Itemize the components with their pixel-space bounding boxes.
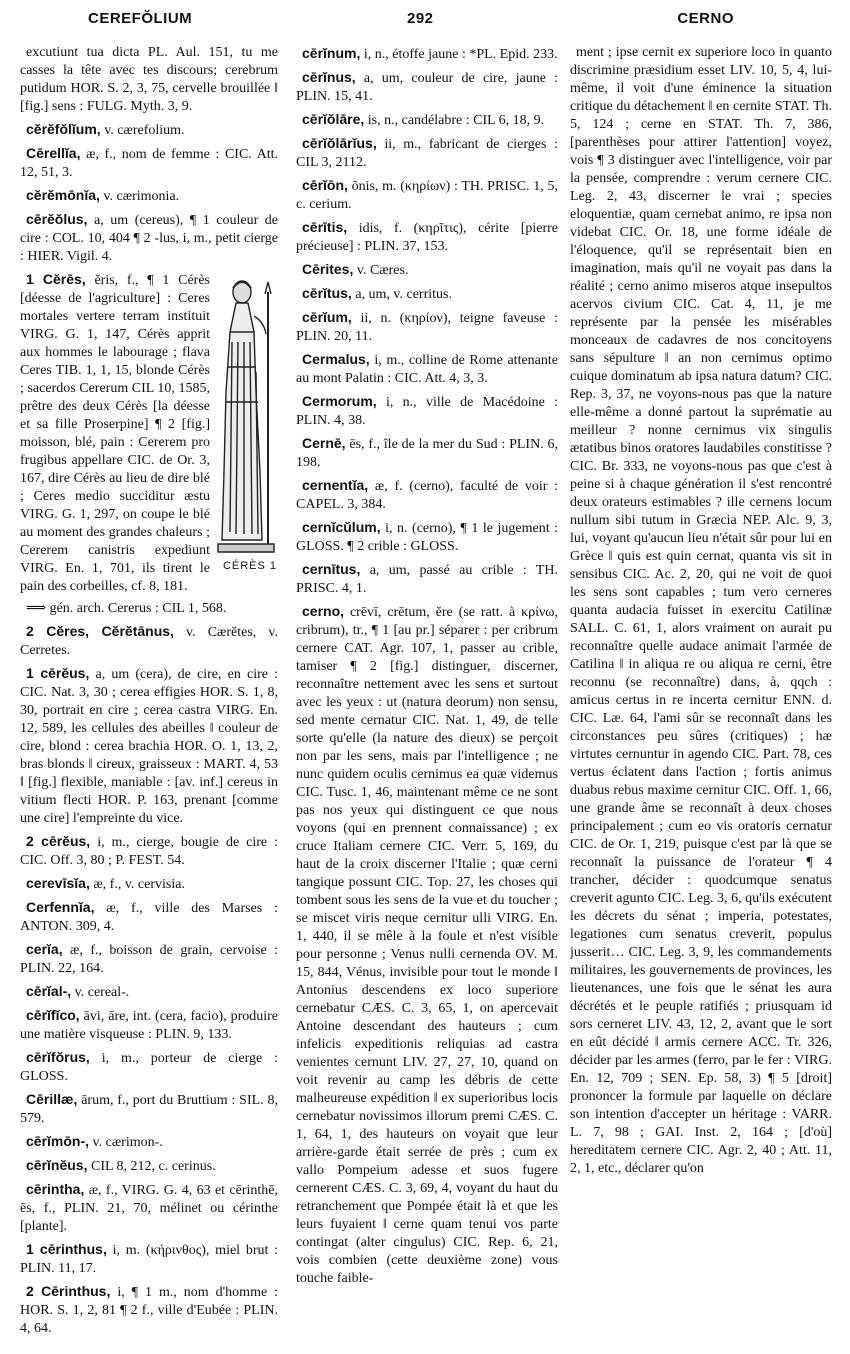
dictionary-entry: [20, 210, 278, 266]
entry-definition: idis, f. (κηρῖτις), cérite [pierre précieuse] : PLIN. 37, 153.: [296, 221, 558, 254]
entry-headword: cĕrĕmōnĭa,: [26, 187, 100, 203]
entry-definition: æ, f. (cerno), faculté de voir : CAPEL. 3, 384.: [296, 479, 558, 512]
entry-definition: ii, m., fabricant de cierges : CIL 3, 2112.: [296, 137, 558, 170]
entry-headword: cērĭtus,: [302, 285, 352, 301]
entry-definition: ēs, f., île de la mer du Sud : PLIN. 6, 198.: [296, 437, 558, 470]
header-first-word: CEREFŎLIUM: [88, 10, 193, 27]
entry-definition: a, um (cereus), ¶ 1 couleur de cire : COL. 10, 404 ¶ 2 -lus, i, m., petit cierge : HIER. Vigil. 4.: [20, 213, 278, 264]
entry-headword: cērĭfĭco,: [26, 1007, 80, 1023]
entry-headword: cērĭŏlārĭus,: [302, 135, 377, 151]
dictionary-entry: [20, 270, 278, 596]
entry-definition: ĕris, f., ¶ 1 Cérès [déesse de l'agriculture] : Ceres mortales vertere terram instituit VIRG. G. 1, 147, Cérès apprit aux hommes le labourage ; flava Ceres TIB. 1, 1, 15, blonde Cérès ; sacerdos Cererum CIL 10, 1585, prêtre des deux Cérès [la déesse et sa fille Proserpine] ¶ 2 [fig.] moisson, blé, pain : Cererem pro frugibus appellare CIC. de Or. 3, 167, dire Cérès au lieu de dire blé ; Ceres medio succiditur æstu VIRG. G. 1, 297, on coupe le blé au moment des grandes chaleurs ; Cererem canistris expediunt VIRG. En. 1, 701, ils tirent le pain des corbeilles, cf. 8, 181.: [20, 273, 210, 594]
entry-headword: cĕrĕfŏlĭum,: [26, 121, 101, 137]
dictionary-entry: [296, 260, 558, 280]
entry-headword: Cērillæ,: [26, 1091, 78, 1107]
dictionary-entry: [20, 120, 278, 140]
entry-definition: æ, f., boisson de grain, cervoise : PLIN. 22, 164.: [20, 943, 278, 976]
dictionary-entry: [296, 392, 558, 430]
entry-headword: cērĭfŏrus,: [26, 1049, 90, 1065]
dictionary-entry: [20, 622, 278, 660]
entry-headword: cerevīsĭa,: [26, 875, 90, 891]
dictionary-entry: [20, 1282, 278, 1338]
entry-definition: ārum, f., port du Bruttium : SIL. 8, 579.: [20, 1093, 278, 1126]
dictionary-entry: [20, 832, 278, 870]
dictionary-entry: [296, 560, 558, 598]
entry-definition: ⟹ gén. arch. Cererus : CIL 1, 568.: [26, 601, 227, 616]
dictionary-entry: [296, 176, 558, 214]
entry-definition: i, n. (cerno), ¶ 1 le jugement : GLOSS. ¶ 2 crible : GLOSS.: [296, 521, 558, 554]
entry-definition: excutiunt tua dicta PL. Aul. 151, tu me casses la tête avec tes discours; cerebrum putidum HOR. S. 2, 3, 75, cervelle brouillée ‖ [fig.] sens : FULG. Myth. 3, 9.: [20, 45, 278, 114]
entry-headword: cērĭōn,: [302, 177, 348, 193]
entry-headword: cērĭal-,: [26, 983, 72, 999]
entry-headword: 2 cērĕus,: [26, 833, 91, 849]
entry-headword: cērĭmōn-,: [26, 1133, 90, 1149]
entry-headword: Cermorum,: [302, 393, 377, 409]
dictionary-entry: [296, 44, 558, 64]
entry-headword: cērintha,: [26, 1181, 85, 1197]
entry-definition: v. Cærĕtes, v. Cerretes.: [20, 625, 278, 658]
entry-definition: v. Cæres.: [356, 263, 409, 278]
dictionary-entry: [296, 602, 558, 1288]
entry-definition: æ, f., ville des Marses : ANTON. 309, 4.: [20, 901, 278, 934]
dictionary-entry: [20, 1090, 278, 1128]
entry-definition: āvi, āre, int. (cera, facio), produire une matière visqueuse : PLIN. 9, 133.: [20, 1009, 278, 1042]
entry-headword: 2 Cērinthus,: [26, 1283, 111, 1299]
entry-definition: i, ¶ 1 m., nom d'homme : HOR. S. 1, 2, 81 ¶ 2 f., ville d'Eubée : PLIN. 4, 64.: [20, 1285, 278, 1336]
entry-headword: cerĭa,: [26, 941, 63, 957]
dictionary-entry: [296, 476, 558, 514]
entry-headword: Cernē,: [302, 435, 346, 451]
dictionary-entry: [20, 600, 278, 618]
entry-definition: CIL 8, 212, c. cerinus.: [90, 1159, 216, 1174]
entry-definition: crēvī, crētum, ĕre (se ratt. à κρίνω, cribrum), tr., ¶ 1 [au pr.] séparer : per cribrum cernere CAT. Agr. 107, 1, passer au crible, tamiser ¶ 2 [fig.] distinguer, discerner, reconnaître nettement avec les sens et surtout avec les yeux : ut (natura deorum) non sensu, sed mente cernatur CIC. Nat. 1, 49, de telle sorte qu'elle (la nature des dieux) se perçoit non par les sens, mais par l'intelligence ; ne nunc quidem oculis cernimus ea quæ videmus CIC. Tusc. 1, 46, maintenant même ce ne sont pas nos yeux qui distinguent ce que nous voyons (qui en prennent connaissance) ; ex cruce Italiam cernere CIC. Verr. 5, 169, du haut de la croix discerner l'Italie ; quæ cerni tangique possunt CIC. Top. 27, les choses qui tombent sous les sens de la vue et du toucher ; se miscet viris neque cernitur ulli VIRG. En. 1, 440, il se mêle à la foule et n'est visible pour personne ; Venus nulli cernenda OV. M. 15, 844, Vénus, invisible pour tout le monde ‖ Antonius descendens ex loco superiore cernebatur CÆS. C. 3, 65, 1, on apercevait Antoine descendant des hauteurs ; cum infelicis expeditionis reliquias ad castra venientes cernunt LIV. 27, 27, 10, quand on voit revenir au camp les débris de cette malheureuse expédition ‖ ex superioribus locis cernebatur novissimos illorum premi CÆS. C. 1, 64, 1, des hauteurs on voyait que leur arrière-garde était serrée de près ; cum ex vallo Pompeium adesse et suos fugere cernerent CÆS. C. 3, 69, 4, voyant du haut du retranchement que Pompée était là et que les leurs fuyaient ‖ cerne quam tenui vos parte contingat (alter cingulus) CIC. Rep. 6, 21, vois combien (cette deuxième zone) vous touche faible-: [296, 605, 558, 1286]
entry-definition: æ, f., VIRG. G. 4, 63 et cērinthē, ēs, f., PLIN. 21, 70, mélinet ou cérinthe [plante].: [20, 1183, 278, 1234]
column-2: [296, 44, 558, 1344]
page-number: 292: [407, 10, 434, 27]
entry-headword: 2 Cĕres, Cĕrĕtānus,: [26, 623, 174, 639]
entry-definition: i, n., ville de Macédoine : PLIN. 4, 38.: [296, 395, 558, 428]
dictionary-entry: [20, 1180, 278, 1236]
dictionary-entry: [570, 44, 832, 1178]
entry-headword: cērītis,: [302, 219, 348, 235]
entry-headword: cērĕŏlus,: [26, 211, 88, 227]
dictionary-entry: [296, 284, 558, 304]
dictionary-entry: [20, 874, 278, 894]
entry-definition: i, m., cierge, bougie de cire : CIC. Off. 3, 80 ; P. FEST. 54.: [20, 835, 278, 868]
dictionary-entry: [20, 144, 278, 182]
ceres-statue-icon: [216, 272, 278, 557]
entry-definition: v. cereal-.: [74, 985, 130, 1000]
entry-definition: a, um (cera), de cire, en cire : CIC. Nat. 3, 30 ; cerea effigies HOR. S. 1, 8, 30, portrait en cire ; cerea castra VIRG. En. 12, 589, les cellules des abeilles ‖ couleur de cire, blond : cerea brachia HOR. O. 1, 13, 2, bras blonds ‖ cireux, graisseux : MART. 4, 53 ‖ [fig.] flexible, maniable : [av. inf.] cereus in vitium flecti HOR. P. 163, prenant [comme une cire] l'empreinte du vice.: [20, 667, 278, 826]
entry-definition: i, m., porteur de cierge : GLOSS.: [20, 1051, 278, 1084]
dictionary-entry: [20, 940, 278, 978]
dictionary-entry: [20, 44, 278, 116]
entry-definition: v. cærefolium.: [104, 123, 185, 138]
dictionary-entry: [296, 434, 558, 472]
dictionary-entry: [296, 134, 558, 172]
entry-definition: æ, f., v. cervisia.: [93, 877, 185, 892]
illustration-caption: CÉRÈS 1: [222, 560, 278, 572]
entry-headword: cernītus,: [302, 561, 361, 577]
entry-headword: cērĭnus,: [302, 69, 356, 85]
entry-headword: cērĭnĕus,: [26, 1157, 88, 1173]
dictionary-entry: [20, 186, 278, 206]
dictionary-entry: [20, 664, 278, 828]
entry-headword: Cerfennĭa,: [26, 899, 95, 915]
dictionary-entry: [296, 350, 558, 388]
entry-definition: ment ; ipse cernit ex superiore loco in quanto discrimine præsidium esset LIV. 10, 5, 4, lui-même, il voit d'une éminence la situation critique du détachement ‖ en cernite STAT. Th. 5, 124 ; cerne en STAT. Th. 7, 386, [parenthèses pour attirer l'attention] voyez, vois ¶ 3 distinguer avec l'intelligence, voir par la pensée, comprendre : verum cernere CIC. Leg. 2, 43, discerner le vrai ; species eloquentiæ, quam cernebat animo, re ipsa non videbat CIC. Or. 18, une forme idéale de l'éloquence, qu'il se représentait bien en imagination, mais qu'il ne voyait pas dans la réalité ; cerno animo miseros atque insepultos acervos civium CIC. Cat. 4, 11, je me représente par la pensée les misérables monceaux de cadavres de nos concitoyens sans sépulture ‖ an non cernimus optimo cuique dominatum ab ipsa natura datum? CIC. Rep. 3, 37, ne voyons-nous pas que la nature elle-même a donné partout la suprématie au meilleur ? nonne cernimus vix singulis ætatibus binos oratores laudabiles constitisse ? CIC. Br. 333, ne voyons-nous pas que c'est à peine si à chaque génération il s'est rencontré deux orateurs estimables ? ille cernens locum nullum sibi tutum in Græcia NEP. Alc. 9, 3, lui, voyant qu'aucun lieu n'était sûr pour lui en Grèce ‖ quis est quin cernat, quanta vis sit in sensibus CIC. Ac. 2, 20, qui ne voit de quoi les sens sont capables ; tum vero cerneres quanta audacia fuisset in exercitu Catilinæ SALL. C. 61, 1, alors vraiment on aurait pu reconnaître quelle audace animait l'armée de Catilina ‖ in aliqua re ou aliqua re cerni, être reconnu (se reconnaître) dans, à, qqch : amicus certus in re incerta cernitur ENN. d. CIC. Læ. 64, l'ami sûr se reconnaît dans les circonstances peu sûres (critiques) ; hæ virtutes cernuntur in agendo CIC. Part. 78, ces vertus éclatent dans l'action ; fortis animus duabus rebus maxime cernitur CIC. Off. 1, 66, une grande âme se reconnaît à deux choses principalement ; cum eo vis oratoris cernatur CIC. de Or. 1, 219, puisque c'est par là que se reconnaît la puissance de l'orateur ¶ 4 trancher, décider : quodcumque senatus creverit agunto CIC. Leg. 3, 6, qu'ils exécutent les décrets du sénat ; imperia, potestates, legationes cum senatus creverit, populus jusserit… CIC. Leg. 3, 9, les commandements militaires, les gouvernements de provinces, les lieutenances, une fois que le sénat les aura décrétés et le peuple ratifiés ; priusquam id sors cerneret LIV. 43, 12, 2, avant que le sort en eût décidé ‖ armis cernere ACC. Tr. 326, décider par les armes (ferro, par le fer : VIRG. En. 12, 709 ; SEN. Ep. 58, 3) ¶ 5 [droit] prononcer la formule par laquelle on déclare son intention d'accepter un héritage : VARR. L. 7, 98 ; GAI. Inst. 2, 164 ; [d'où] hereditatem cernere CIC. Agr. 2, 40 ; Att. 11, 2, 1, etc., déclarer qu'on: [570, 45, 832, 1176]
entry-headword: cērĭnum,: [302, 45, 361, 61]
ceres-illustration: [216, 272, 278, 572]
dictionary-entry: [20, 1048, 278, 1086]
entry-headword: cernĭcŭlum,: [302, 519, 381, 535]
entry-definition: i, n., étoffe jaune : *PL. Epid. 233.: [363, 47, 558, 62]
entry-headword: cērĭum,: [302, 309, 352, 325]
dictionary-entry: [296, 68, 558, 106]
entry-definition: ōnis, m. (κηρίων) : TH. PRISC. 1, 5, c. cerium.: [296, 179, 558, 212]
column-3: [570, 44, 832, 1344]
entry-headword: cernentĭa,: [302, 477, 369, 493]
entry-headword: cerno,: [302, 603, 345, 619]
entry-definition: a, um, v. cerritus.: [355, 287, 452, 302]
entry-headword: Cērites,: [302, 261, 354, 277]
header-last-word: CERNO: [677, 10, 734, 27]
column-1: [20, 44, 278, 1344]
entry-definition: a, um, couleur de cire, jaune : PLIN. 15, 41.: [296, 71, 558, 104]
entry-headword: 1 Cĕrēs,: [26, 271, 86, 287]
dictionary-entry: [296, 518, 558, 556]
page-header: [22, 8, 828, 32]
dictionary-entry: [20, 1132, 278, 1152]
entry-definition: a, um, passé au crible : TH. PRISC. 4, 1.: [296, 563, 558, 596]
entry-headword: cērĭŏlāre,: [302, 111, 365, 127]
entry-definition: æ, f., nom de femme : CIC. Att. 12, 51, 3.: [20, 147, 278, 180]
entry-definition: i, m. (κήρινθος), miel brut : PLIN. 11, 17.: [20, 1243, 278, 1276]
dictionary-entry: [20, 898, 278, 936]
entry-definition: v. cærimon-.: [92, 1135, 163, 1150]
entry-headword: 1 cērĕus,: [26, 665, 90, 681]
dictionary-entry: [20, 982, 278, 1002]
dictionary-entry: [296, 218, 558, 256]
dictionary-entry: [20, 1156, 278, 1176]
entry-definition: is, n., candélabre : CIL 6, 18, 9.: [367, 113, 545, 128]
dictionary-entry: [20, 1240, 278, 1278]
entry-headword: 1 cērinthus,: [26, 1241, 107, 1257]
entry-definition: v. cærimonia.: [103, 189, 180, 204]
dictionary-entry: [296, 308, 558, 346]
entry-definition: i, m., colline de Rome attenante au mont Palatin : CIC. Att. 4, 3, 3.: [296, 353, 558, 386]
dictionary-entry: [296, 110, 558, 130]
entry-headword: Cērellĭa,: [26, 145, 81, 161]
dictionary-entry: [20, 1006, 278, 1044]
entry-headword: Cermalus,: [302, 351, 370, 367]
entry-definition: ii, n. (κηρίον), teigne faveuse : PLIN. 20, 11.: [296, 311, 558, 344]
